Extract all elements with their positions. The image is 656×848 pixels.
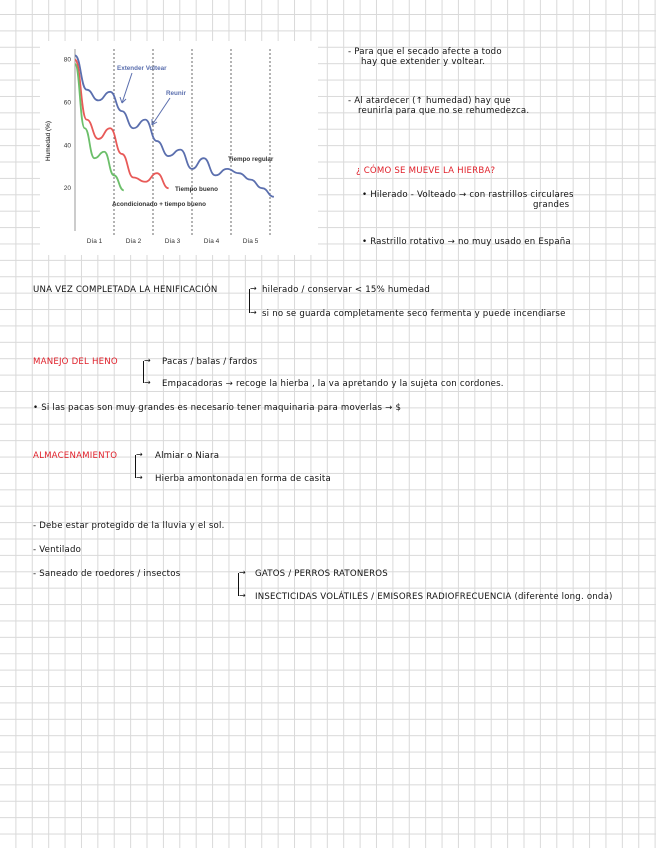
chart-x-labels — [87, 238, 259, 245]
annotation-acondicionado: Acondicionado + tiempo bueno — [112, 201, 206, 208]
henif-branch-1: hilerado / conservar < 15% humedad — [262, 285, 431, 295]
chart-y-ticks — [64, 57, 72, 192]
arrow-icon: → — [250, 284, 257, 293]
question-heading: ¿ CÓMO SE MUEVE LA HIERBA? — [356, 166, 496, 176]
almac-branch-1: Almiar o Niara — [155, 451, 220, 461]
chart-x-tick-label: Día 5 — [242, 238, 259, 245]
henif-branch-2: si no se guarda completamente seco fermenta y puede incendiarse — [262, 309, 566, 319]
list-saneado: - Saneado de roedores / insectos — [33, 569, 181, 579]
list-lluvia: - Debe estar protegido de la lluvia y el sol. — [33, 521, 225, 531]
arrow-icon: → — [239, 591, 246, 600]
chart-y-tick-label: 20 — [63, 185, 71, 193]
drying-chart — [40, 41, 318, 255]
manejo-branch-2: Empacadoras → recoge la hierba , la va apretando y la sujeta con cordones. — [162, 379, 504, 389]
note-secado-1: - Para que el secado afecte a todo — [348, 47, 502, 57]
manejo-heading: MANEJO DEL HENO — [33, 357, 118, 367]
chart-lines — [75, 55, 274, 196]
list-branch-2: INSECTICIDAS VOLÁTILES / EMISORES RADIOFRECUENCIA (diferente long. onda) — [255, 592, 613, 602]
chart-series-line-0 — [75, 55, 274, 196]
arrow-icon: → — [144, 356, 151, 365]
chart-y-tick-label: 40 — [63, 142, 71, 150]
arrow-icon: → — [136, 450, 143, 459]
henif-heading: UNA VEZ COMPLETADA LA HENIFICACIÓN — [33, 285, 218, 295]
note-secado-2: hay que extender y voltear. — [361, 57, 486, 67]
chart-x-tick-label: Día 3 — [164, 238, 181, 245]
arrow-reunir — [152, 98, 170, 125]
manejo-branch-1: Pacas / balas / fardos — [162, 357, 258, 367]
note-hilerado-2: grandes — [533, 200, 570, 210]
note-atardecer-2: reunirla para que no se rehumedezca. — [358, 106, 530, 116]
chart-y-tick-label: 60 — [63, 99, 71, 107]
note-hilerado-1: • Hilerado - Volteado → con rastrillos circulares — [362, 190, 574, 200]
arrow-icon: → — [250, 308, 257, 317]
almac-heading: ALMACENAMIENTO — [33, 451, 118, 461]
chart-ylabel: Humedad (%) — [45, 120, 52, 161]
note-rastrillo: • Rastrillo rotativo → no muy usado en España — [362, 237, 571, 247]
arrow-icon: → — [136, 473, 143, 482]
arrow-icon: → — [239, 568, 246, 577]
annotation-extender: Extender Voltear — [117, 65, 167, 72]
chart-x-tick-label: Día 2 — [125, 238, 142, 245]
almac-branch-2: Hierba amontonada en forma de casita — [155, 474, 331, 484]
chart-y-tick-label: 80 — [63, 56, 71, 64]
arrow-icon: → — [144, 378, 151, 387]
chart-x-tick-label: Día 4 — [203, 238, 220, 245]
annotation-tiempo-bueno: Tiempo bueno — [175, 186, 218, 193]
annotation-tiempo-regular: Tiempo regular — [228, 156, 274, 163]
arrow-extender — [122, 73, 132, 103]
list-branch-1: GATOS / PERROS RATONEROS — [255, 569, 388, 579]
list-ventilado: - Ventilado — [33, 545, 82, 555]
humidity-chart-svg — [40, 41, 318, 255]
chart-x-tick-label: Día 1 — [86, 238, 103, 245]
note-atardecer-1: - Al atardecer (↑ humedad) hay que — [348, 96, 511, 106]
annotation-reunir: Reunir — [166, 90, 186, 97]
manejo-note: • Si las pacas son muy grandes es necesario tener maquinaria para moverlas → $ — [33, 403, 402, 413]
